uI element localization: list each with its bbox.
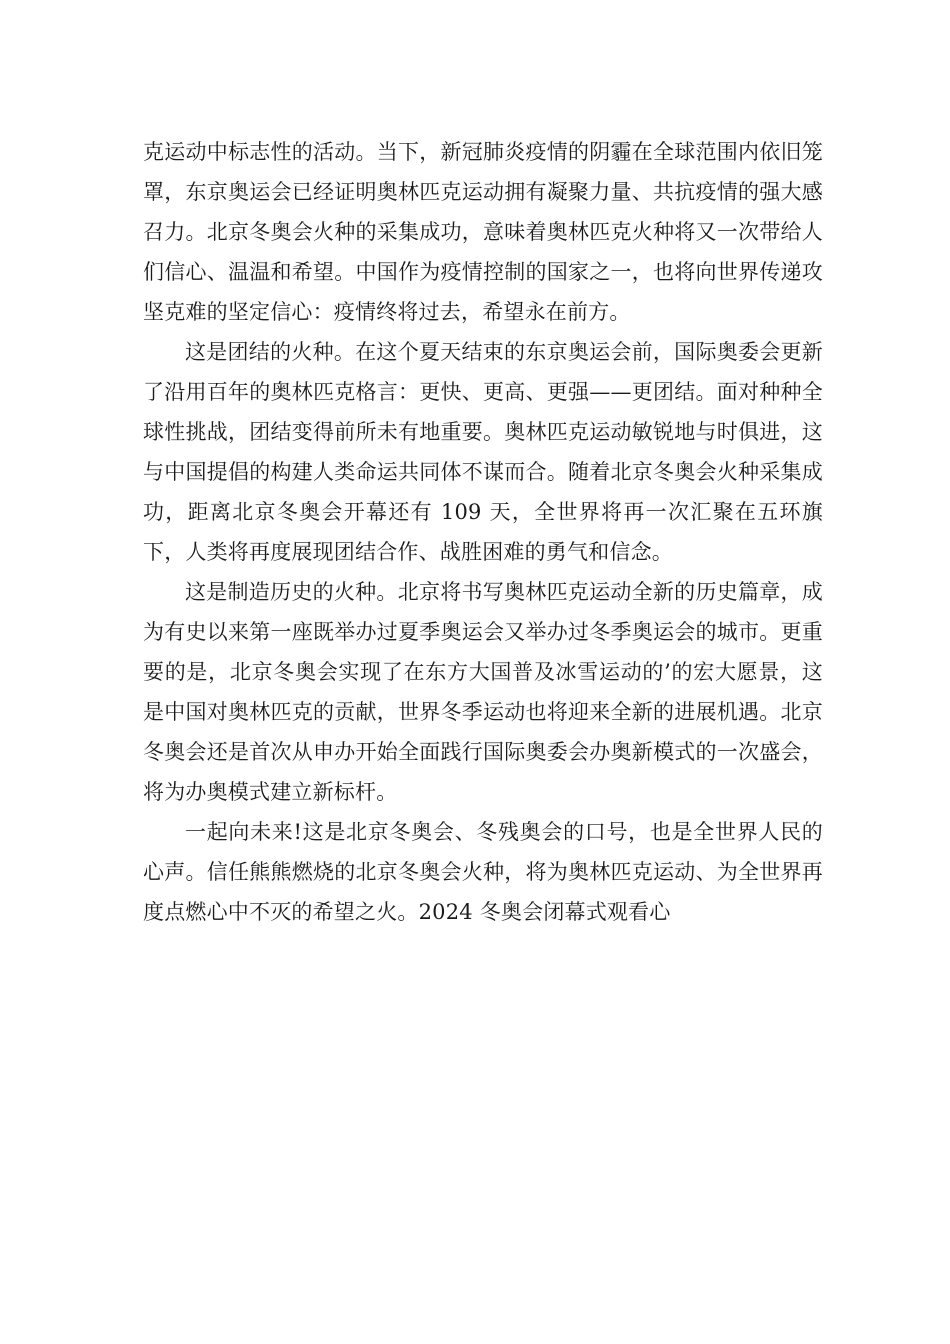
paragraph-2: 这是团结的火种。在这个夏天结束的东京奥运会前，国际奥委会更新了沿用百年的奥林匹克格言：更快、更高、更强——更团结。面对种种全球性挑战，团结变得前所未有地重要。奥林匹克运动敏锐地与时俱进，这与中国提倡的构建人类命运共同体不谋而合。随着北京冬奥会火种采集成功，距离北京冬奥会开幕还有 109 天，全世界将再一次汇聚在五环旗下，人类将再度展现团结合作、战胜困难的勇气和信念。 — [143, 340, 823, 564]
paragraph-4: 一起向未来!这是北京冬奥会、冬残奥会的口号，也是全世界人民的心声。信任熊熊燃烧的北京冬奥会火种，将为奥林匹克运动、为全世界再度点燃心中不灭的希望之火。2024 冬奥会闭幕式观看心 — [143, 820, 823, 924]
paragraph-1: 克运动中标志性的活动。当下，新冠肺炎疫情的阴霾在全球范围内依旧笼罩，东京奥运会已经证明奥林匹克运动拥有凝聚力量、共抗疫情的强大感召力。北京冬奥会火种的采集成功，意味着奥林匹克火种将又一次带给人们信心、温温和希望。中国作为疫情控制的国家之一，也将向世界传递攻坚克难的坚定信心：疫情终将过去，希望永在前方。 — [143, 140, 823, 324]
document-body — [143, 132, 823, 932]
paragraph-3: 这是制造历史的火种。北京将书写奥林匹克运动全新的历史篇章，成为有史以来第一座既举办过夏季奥运会又举办过冬季奥运会的城市。更重要的是，北京冬奥会实现了在东方大国普及冰雪运动的’的宏大愿景，这是中国对奥林匹克的贡献，世界冬季运动也将迎来全新的进展机遇。北京冬奥会还是首次从申办开始全面践行国际奥委会办奥新模式的一次盛会，将为办奥模式建立新标杆。 — [143, 580, 823, 804]
